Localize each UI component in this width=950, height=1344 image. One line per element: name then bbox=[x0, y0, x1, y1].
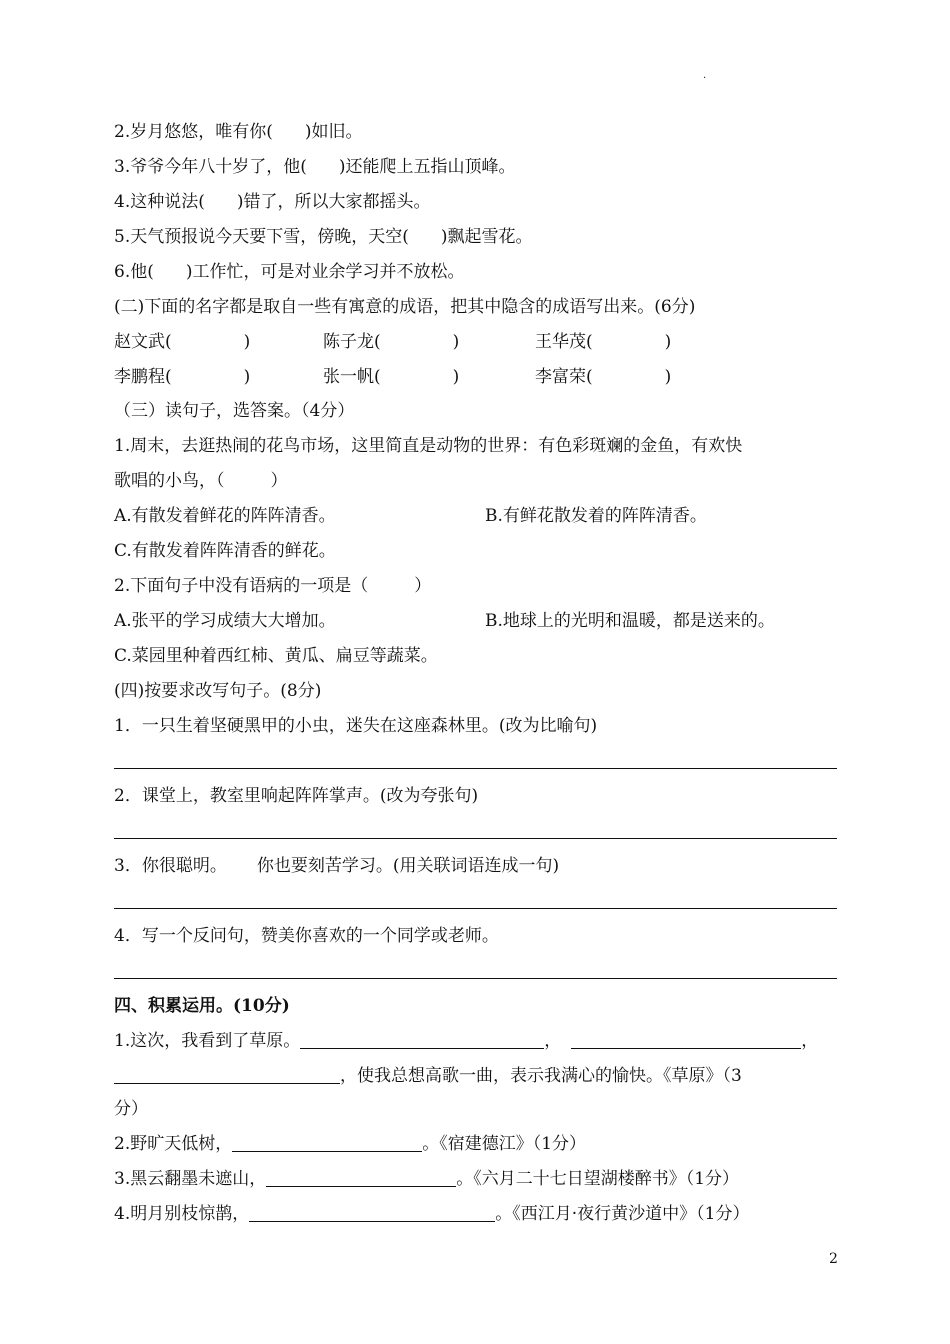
option-c: C.菜园里种着西红柿、黄瓜、扁豆等蔬菜。 bbox=[114, 646, 438, 666]
answer-blank[interactable] bbox=[571, 1030, 801, 1049]
sentence-text: 4.这种说法( bbox=[114, 192, 205, 212]
sentence-2 bbox=[114, 120, 363, 144]
sentence-text: )如旧。 bbox=[304, 122, 363, 142]
answer-line[interactable] bbox=[114, 978, 837, 979]
answer-blank[interactable] bbox=[232, 1133, 422, 1152]
option-b: B.地球上的光明和温暖，都是送来的。 bbox=[485, 611, 775, 631]
sentence-text: )飘起雪花。 bbox=[440, 227, 533, 247]
answer-blank[interactable] bbox=[266, 1168, 456, 1187]
page-number: 2 bbox=[829, 1251, 838, 1267]
accum-q4: 4.明月别枝惊鹊， 。《西江月·夜行黄沙道中》（1分） bbox=[114, 1204, 750, 1224]
option-b: B.有鲜花散发着的阵阵清香。 bbox=[485, 506, 707, 526]
q2-stem: 2.下面句子中没有语病的一项是（ ） bbox=[114, 576, 432, 596]
section-4-heading: (四)按要求改写句子。(8分) bbox=[114, 681, 322, 701]
name-item: 李鹏程( ) bbox=[114, 367, 251, 387]
answer-line[interactable] bbox=[114, 908, 837, 909]
rewrite-q4: 4．写一个反问句，赞美你喜欢的一个同学或老师。 bbox=[114, 926, 499, 946]
q1-line1: 1.周末，去逛热闹的花鸟市场，这里简直是动物的世界：有色彩斑斓的金鱼，有欢快 bbox=[114, 436, 743, 456]
top-mark: . bbox=[703, 70, 707, 81]
rewrite-q3: 3．你很聪明。 你也要刻苦学习。(用关联词语连成一句) bbox=[114, 856, 560, 876]
sentence-text: 5.天气预报说今天要下雪，傍晚，天空( bbox=[114, 227, 409, 247]
sentence-3 bbox=[114, 155, 516, 179]
sentence-text: )错了，所以大家都摇头。 bbox=[236, 192, 431, 212]
section-2-heading: (二)下面的名字都是取自一些有寓意的成语，把其中隐含的成语写出来。(6分) bbox=[114, 297, 696, 317]
sentence-text: 2.岁月悠悠，唯有你( bbox=[114, 122, 273, 142]
answer-line[interactable] bbox=[114, 768, 837, 769]
sentence-4 bbox=[114, 190, 431, 214]
accum-q2: 2.野旷天低树， 。《宿建德江》（1分） bbox=[114, 1134, 587, 1154]
section-3-heading: （三）读句子，选答案。（4分） bbox=[114, 401, 355, 421]
name-item: 李富荣( ) bbox=[535, 367, 672, 387]
answer-line[interactable] bbox=[114, 838, 837, 839]
sentence-text: 6.他( bbox=[114, 262, 154, 282]
rewrite-q1: 1．一只生着坚硬黑甲的小虫，迷失在这座森林里。(改为比喻句) bbox=[114, 716, 598, 736]
accum-q1-line3: 分） bbox=[114, 1099, 148, 1119]
rewrite-q2: 2．课堂上，教室里响起阵阵掌声。(改为夸张句) bbox=[114, 786, 479, 806]
sentence-text: )工作忙，可是对业余学习并不放松。 bbox=[185, 262, 465, 282]
sentence-text: 3.爷爷今年八十岁了，他( bbox=[114, 157, 307, 177]
name-item: 陈子龙( ) bbox=[323, 332, 460, 352]
accum-q3: 3.黑云翻墨未遮山， 。《六月二十七日望湖楼醉书》（1分） bbox=[114, 1169, 740, 1189]
answer-blank[interactable] bbox=[249, 1203, 495, 1222]
q1-line2: 歌唱的小鸟，（ ） bbox=[114, 471, 288, 491]
sentence-text: )还能爬上五指山顶峰。 bbox=[338, 157, 516, 177]
name-item: 王华茂( ) bbox=[535, 332, 672, 352]
option-c: C.有散发着阵阵清香的鲜花。 bbox=[114, 541, 336, 561]
accum-q1-line1: 1.这次，我看到了草原。 ， ， bbox=[114, 1031, 819, 1051]
option-a: A.张平的学习成绩大大增加。 bbox=[114, 611, 336, 631]
part-4-heading: 四、积累运用。(10分) bbox=[114, 996, 290, 1016]
sentence-6 bbox=[114, 260, 465, 284]
answer-blank[interactable] bbox=[300, 1030, 544, 1049]
accum-q1-line2: ，使我总想高歌一曲，表示我满心的愉快。《草原》（3 bbox=[114, 1064, 742, 1088]
name-item: 张一帆( ) bbox=[323, 367, 460, 387]
option-a: A.有散发着鲜花的阵阵清香。 bbox=[114, 506, 336, 526]
sentence-5 bbox=[114, 225, 533, 249]
answer-blank[interactable] bbox=[114, 1065, 340, 1084]
name-item: 赵文武( ) bbox=[114, 332, 251, 352]
